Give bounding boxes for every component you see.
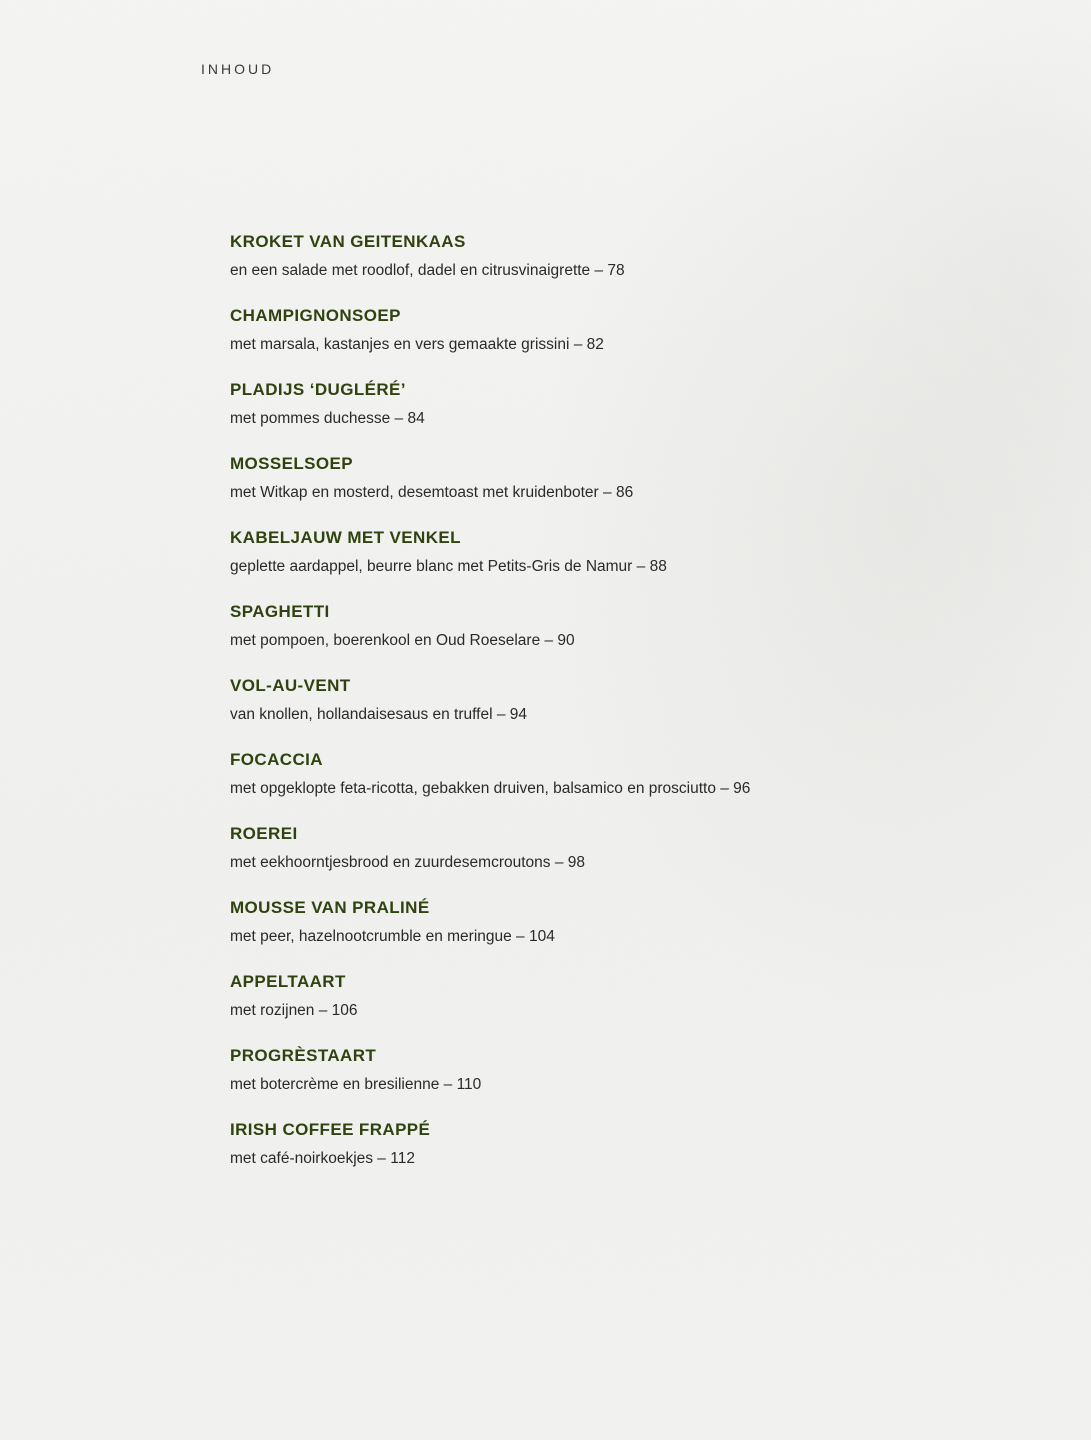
entry-title: PLADIJS ‘DUGLÉRÉ’: [230, 380, 406, 399]
entry-description: met café-noirkoekjes – 112: [230, 1150, 415, 1167]
toc-entry[interactable]: [230, 453, 990, 527]
entry-title: KABELJAUW MET VENKEL: [230, 528, 461, 547]
toc-entry[interactable]: [230, 527, 990, 601]
entry-description: van knollen, hollandaisesaus en truffel – 94: [230, 706, 528, 723]
entry-description: met pompoen, boerenkool en Oud Roeselare – 90: [230, 632, 575, 649]
toc-entry[interactable]: [230, 1045, 990, 1119]
entry-description: met rozijnen – 106: [230, 1002, 358, 1019]
entry-description: met peer, hazelnootcrumble en meringue – 104: [230, 928, 555, 945]
entry-title: MOUSSE VAN PRALINÉ: [230, 898, 430, 917]
toc-entry[interactable]: [230, 897, 990, 971]
entry-description: geplette aardappel, beurre blanc met Petits-Gris de Namur – 88: [230, 558, 667, 575]
toc-entry[interactable]: [230, 971, 990, 1045]
entry-description: met Witkap en mosterd, desemtoast met kruidenboter – 86: [230, 484, 634, 501]
page-header: INHOUD: [201, 61, 275, 77]
toc-entry[interactable]: [230, 749, 990, 823]
toc-entry[interactable]: [230, 601, 990, 675]
entry-title: FOCACCIA: [230, 750, 323, 769]
entry-description: met marsala, kastanjes en vers gemaakte grissini – 82: [230, 336, 604, 353]
toc-entry[interactable]: [230, 379, 990, 453]
entry-description: met pommes duchesse – 84: [230, 410, 425, 427]
entry-title: SPAGHETTI: [230, 602, 330, 621]
entry-title: VOL-AU-VENT: [230, 676, 351, 695]
entry-title: IRISH COFFEE FRAPPÉ: [230, 1120, 431, 1139]
entry-title: PROGRÈSTAART: [230, 1046, 377, 1065]
toc-entry[interactable]: [230, 231, 990, 305]
entry-description: en een salade met roodlof, dadel en citrusvinaigrette – 78: [230, 262, 625, 279]
toc-entry[interactable]: [230, 1119, 990, 1193]
entry-title: APPELTAART: [230, 972, 346, 991]
toc-entry[interactable]: [230, 675, 990, 749]
entry-description: met eekhoorntjesbrood en zuurdesemcroutons – 98: [230, 854, 585, 871]
toc-entry[interactable]: [230, 305, 990, 379]
entry-title: MOSSELSOEP: [230, 454, 354, 473]
entry-title: KROKET VAN GEITENKAAS: [230, 232, 466, 251]
toc-entry[interactable]: [230, 823, 990, 897]
entry-title: ROEREI: [230, 824, 298, 843]
table-of-contents: [230, 231, 990, 1193]
entry-description: met opgeklopte feta-ricotta, gebakken druiven, balsamico en prosciutto – 96: [230, 780, 751, 797]
entry-title: CHAMPIGNONSOEP: [230, 306, 401, 325]
entry-description: met botercrème en bresilienne – 110: [230, 1076, 482, 1093]
